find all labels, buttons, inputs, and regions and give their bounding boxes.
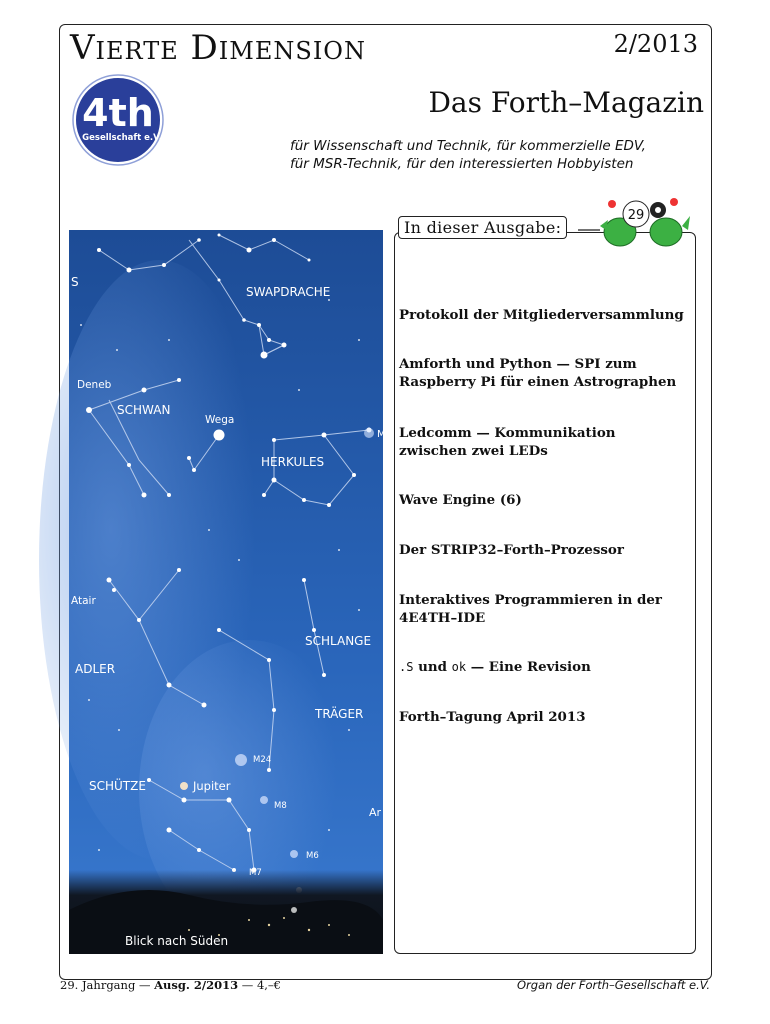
dragons-badge-text: 29 [627,208,645,223]
sky-label-herkules: HERKULES [261,455,325,469]
tagline-line-2: für MSR-Technik, für den interessierten Hobbyisten [290,156,634,172]
star-map-image [69,230,386,954]
sky-label-deneb: Deneb [77,379,112,391]
sky-label-m6: M6 [306,851,319,861]
toc-item[interactable] [399,355,691,391]
toc-item[interactable] [399,306,691,324]
contents-heading: In dieser Ausgabe: [398,216,567,239]
sky-label-schwan: SCHWAN [117,403,171,417]
sky-label-m7: M7 [249,868,262,878]
sky-label-atair: Atair [71,595,96,607]
footer-issue: Ausg. 2/2013 [154,978,239,992]
toc-item-line-1: Interaktives Programmieren in der [399,592,662,608]
issue-number: 2/2013 [613,30,698,58]
sky-label-traeger: TRÄGER [315,707,364,721]
toc-item[interactable] [399,708,691,726]
toc-item-line-2: Raspberry Pi für einen Astrographen [399,374,677,390]
toc-item-line-1: Amforth und Python — SPI zum [399,356,637,372]
dragons-mascot-icon [578,186,698,258]
footer-organ: Organ der Forth–Gesellschaft e.V. [517,978,710,992]
toc-item[interactable] [399,491,691,509]
footer-issue-info [60,978,281,992]
toc-item-line-1: Wave Engine (6) [399,492,522,508]
sky-label-wega: Wega [205,414,235,426]
sky-label-schlange: SCHLANGE [305,634,372,648]
sky-label-swapdrache: SWAPDRACHE [246,285,331,299]
toc-item-line-2: zwischen zwei LEDs [399,443,548,459]
footer-volume: 29. Jahrgang — [60,978,155,992]
toc-item-line-1: Protokoll der Mitgliederversammlung [399,307,684,323]
forth-logo [72,74,172,166]
sky-label-ar: Ar [369,806,382,819]
toc-item-text: und [413,659,452,675]
magazine-subtitle: Das Forth–Magazin [428,86,704,119]
sky-label-m-edge: M [377,429,386,440]
toc-item[interactable] [399,658,691,676]
sky-label-adler: ADLER [75,662,116,676]
toc-item-text-suffix: — Eine Revision [466,659,591,675]
toc-item[interactable] [399,591,691,627]
toc-item-code-prefix: .S [399,660,414,674]
sky-caption: Blick nach Süden [125,934,229,948]
toc-item-line-1: Ledcomm — Kommunikation [399,425,616,441]
toc-item-line-2: 4E4TH–IDE [399,610,486,626]
sky-label-s: S [71,275,79,289]
logo-text: 4th [82,91,154,135]
toc-item[interactable] [399,424,691,460]
sky-label-m24: M24 [253,755,272,765]
toc-item-line-1: Der STRIP32–Forth–Prozessor [399,542,624,558]
sky-label-jupiter: Jupiter [193,779,231,793]
sky-label-m8: M8 [274,801,287,811]
magazine-title: Vierte Dimension [70,28,366,68]
tagline [290,137,690,173]
logo-subtext: Gesellschaft e.V. [82,133,162,143]
toc-item-code: ok [451,660,467,674]
footer-price: — 4,–€ [238,978,281,992]
toc-item-line-1: Forth–Tagung April 2013 [399,709,586,725]
toc-item[interactable] [399,541,691,559]
sky-label-schuetze: SCHÜTZE [89,779,146,793]
tagline-line-1: für Wissenschaft und Technik, für kommerzielle EDV, [290,138,646,154]
